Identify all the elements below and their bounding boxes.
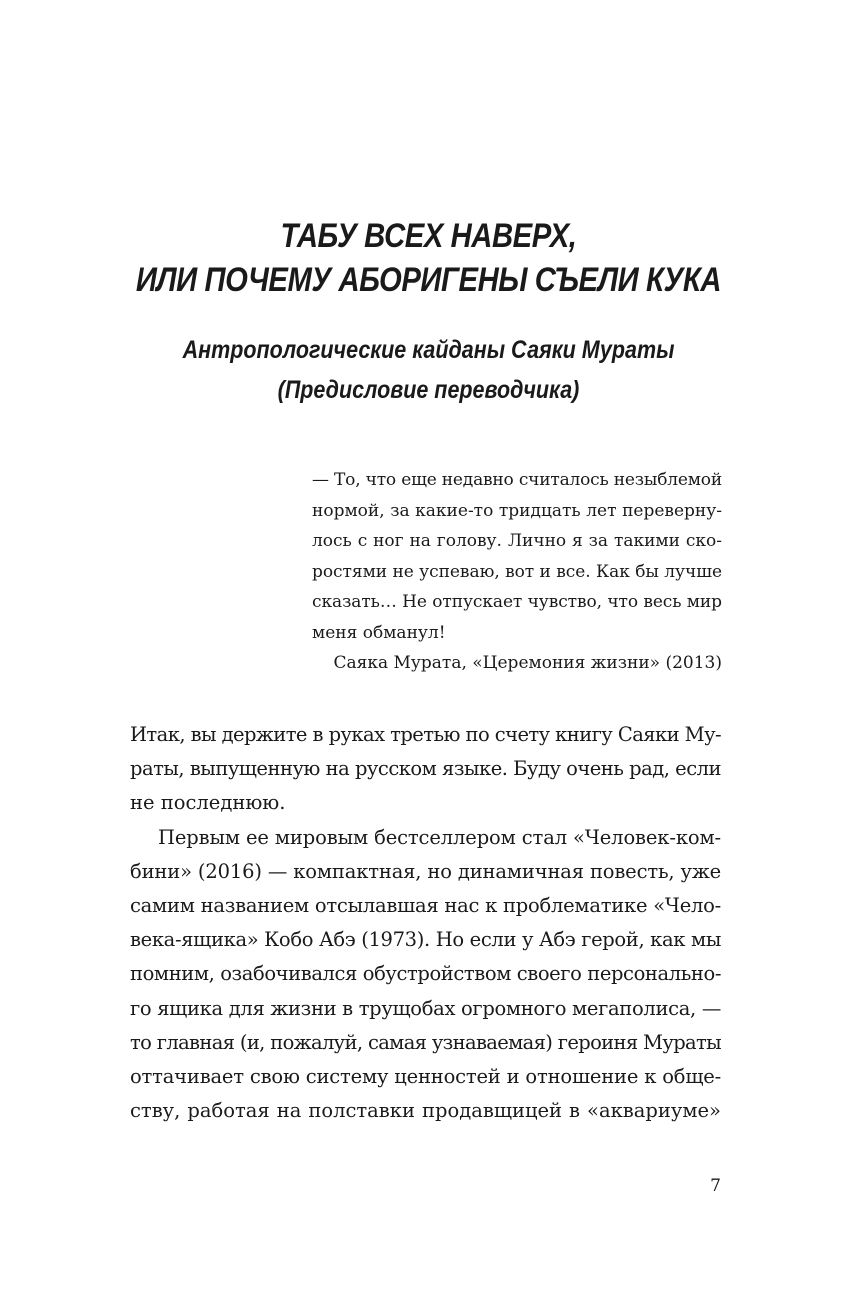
chapter-subtitle xyxy=(60,330,797,410)
epigraph-line: сказать… Не отпускает чувство, что весь мир xyxy=(312,592,722,612)
body-line: Итак, вы держите в руках третью по счету книгу Саяки Му- xyxy=(130,723,721,746)
page-number: 7 xyxy=(710,1176,721,1196)
body-line: помним, озабочивался обустройством своего персонально- xyxy=(130,962,722,986)
body-line: века-ящика» Кобо Абэ (1973). Но если у Абэ герой, как мы xyxy=(130,928,722,952)
body-line: раты, выпущенную на русском языке. Буду очень рад, если xyxy=(130,757,721,781)
body-line: го ящика для жизни в трущобах огромного мегаполиса, — xyxy=(130,996,721,1020)
body-line: не последнюю. xyxy=(130,791,286,815)
chapter-subtitle-line-2: (Предисловие переводчика) xyxy=(277,376,580,404)
epigraph-line: нормой, за какие-то тридцать лет переверну- xyxy=(312,500,722,521)
body-text xyxy=(130,718,721,1128)
epigraph xyxy=(312,465,722,679)
chapter-subtitle-line-1: Антропологические кайданы Саяки Мураты xyxy=(182,336,675,364)
epigraph-line: меня обманул! xyxy=(312,622,446,643)
epigraph-source: Саяка Мурата, «Церемония жизни» (2013) xyxy=(333,653,722,673)
epigraph-line: — То, что еще недавно считалось незыблемой xyxy=(312,470,722,490)
body-line: ству, работая на полставки продавщицей в «аквариуме» xyxy=(130,1099,721,1123)
chapter-title-line-1: ТАБУ ВСЕХ НАВЕРХ, xyxy=(280,217,577,255)
epigraph-line: ростями не успеваю, вот и все. Как бы лучше xyxy=(312,561,722,582)
body-line: Первым ее мировым бестселлером стал «Человек-ком- xyxy=(158,825,721,849)
body-line: оттачивает свою систему ценностей и отношение к обще- xyxy=(130,1065,722,1089)
chapter-title xyxy=(60,214,797,302)
body-line: бини» (2016) — компактная, но динамичная повесть, уже xyxy=(130,859,721,883)
body-line: то главная (и, пожалуй, самая узнаваемая) героиня Мураты xyxy=(130,1030,721,1054)
epigraph-line: лось с ног на голову. Лично я за такими ско- xyxy=(312,531,722,551)
body-line: самим названием отсылавшая нас к проблематике «Чело- xyxy=(130,894,721,918)
chapter-title-line-2: ИЛИ ПОЧЕМУ АБОРИГЕНЫ СЪЕЛИ КУКА xyxy=(135,261,722,299)
